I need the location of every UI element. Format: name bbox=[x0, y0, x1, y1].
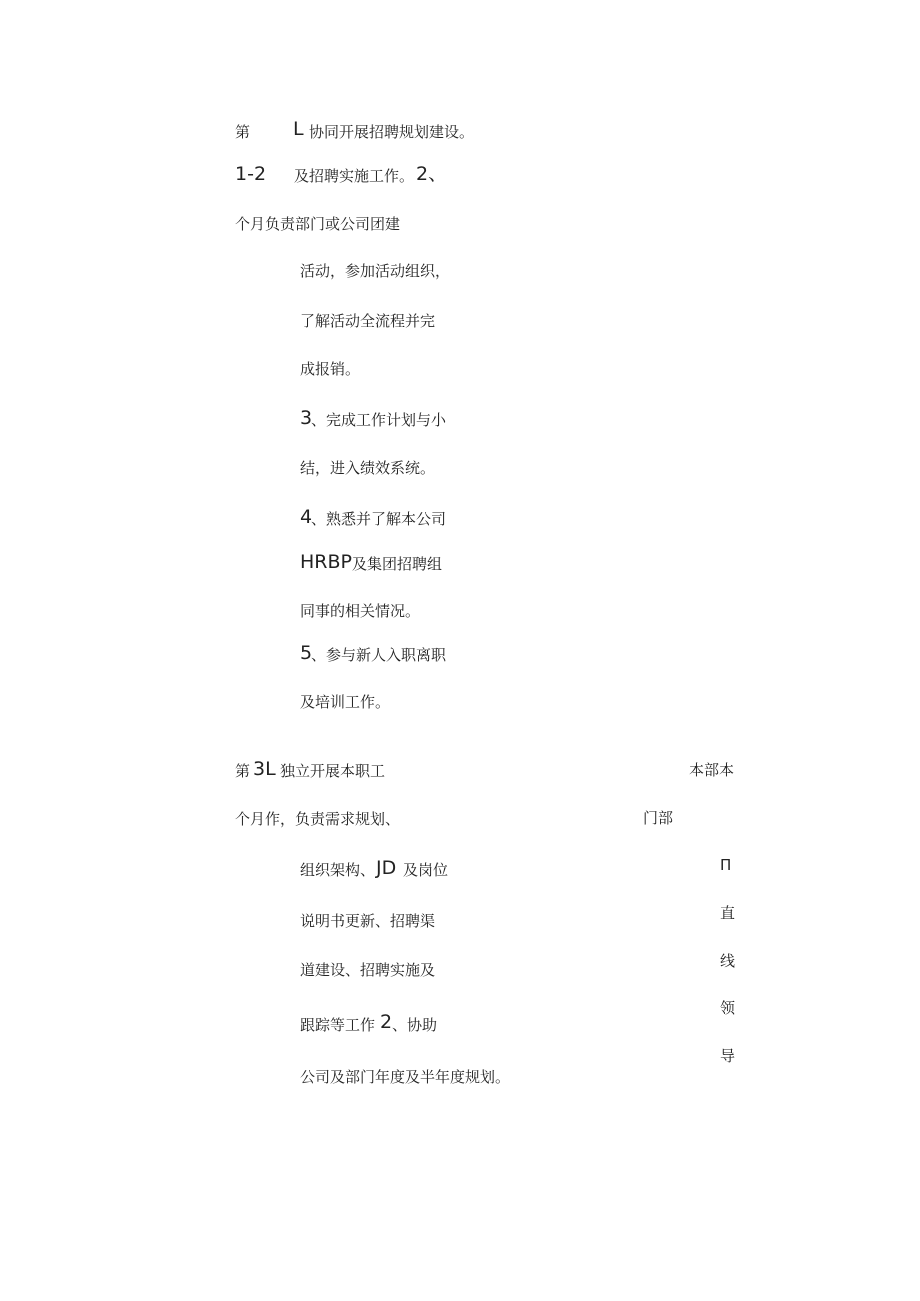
section1-item5-line1: 、参与新人入职离职 bbox=[311, 646, 447, 664]
section2-right-line1: 本部本 bbox=[689, 761, 735, 779]
section2-text-line6b: 、协助 bbox=[392, 1016, 438, 1034]
section2-right-char: 线 bbox=[720, 952, 736, 970]
section1-label-range: 1-2 bbox=[235, 163, 267, 185]
section1-item-line: 了解活动全流程并完 bbox=[300, 312, 436, 330]
section2-right-char: 导 bbox=[720, 1047, 736, 1065]
section2-text-line3b: 及岗位 bbox=[403, 861, 449, 879]
section2-text-line6-num: 2 bbox=[380, 1011, 393, 1033]
section2-text-line7: 公司及部门年度及半年度规划。 bbox=[300, 1068, 511, 1086]
section1-item-line: 成报销。 bbox=[300, 360, 361, 378]
section2-text-line1: 独立开展本职工 bbox=[280, 762, 386, 780]
section1-label-di: 第 bbox=[235, 123, 251, 141]
section2-right-char: Π bbox=[720, 856, 732, 874]
section1-text-line2-num: 2、 bbox=[416, 163, 448, 185]
section2-label-num: 3L bbox=[253, 758, 276, 780]
section2-text-line3-jd: JD bbox=[376, 857, 397, 879]
section2-text-line5: 道建设、招聘实施及 bbox=[300, 961, 436, 979]
section1-item3-line1: 、完成工作计划与小 bbox=[311, 411, 447, 429]
section1-item5-num: 5 bbox=[300, 642, 313, 664]
section1-text-line2: 及招聘实施工作。 bbox=[294, 167, 415, 185]
section1-item4-line3: 同事的相关情况。 bbox=[300, 602, 421, 620]
section1-item4-line1: 、熟悉并了解本公司 bbox=[311, 510, 447, 528]
section1-label-months: 个月 bbox=[235, 215, 266, 233]
section2-right-char: 领 bbox=[720, 999, 736, 1017]
section2-text-line3a: 组织架构、 bbox=[300, 861, 376, 879]
section2-text-line4: 说明书更新、招聘渠 bbox=[300, 912, 436, 930]
section1-item3-line2: 结，进入绩效系统。 bbox=[300, 459, 436, 477]
section2-label-di: 第 bbox=[235, 762, 251, 780]
section1-text-line3: 负责部门或公司团建 bbox=[265, 215, 401, 233]
section1-text-line1: 协同开展招聘规划建设。 bbox=[309, 123, 475, 141]
section1-item4-num: 4 bbox=[300, 506, 313, 528]
section2-label-months: 个月 bbox=[235, 810, 266, 828]
section1-item5-line2: 及培训工作。 bbox=[300, 693, 391, 711]
section1-item4-line2: 及集团招聘组 bbox=[352, 555, 443, 573]
section1-item4-hrbp: HRBP bbox=[300, 551, 352, 573]
section2-right-char: 直 bbox=[720, 904, 736, 922]
section1-item-line: 活动，参加活动组织， bbox=[300, 262, 451, 280]
section2-text-line2: 作，负责需求规划、 bbox=[265, 810, 401, 828]
section1-text-lead: L bbox=[293, 118, 304, 140]
section2-text-line6a: 跟踪等工作 bbox=[300, 1016, 376, 1034]
section1-item3-num: 3 bbox=[300, 407, 313, 429]
section2-right-line2: 门部 bbox=[643, 809, 674, 827]
